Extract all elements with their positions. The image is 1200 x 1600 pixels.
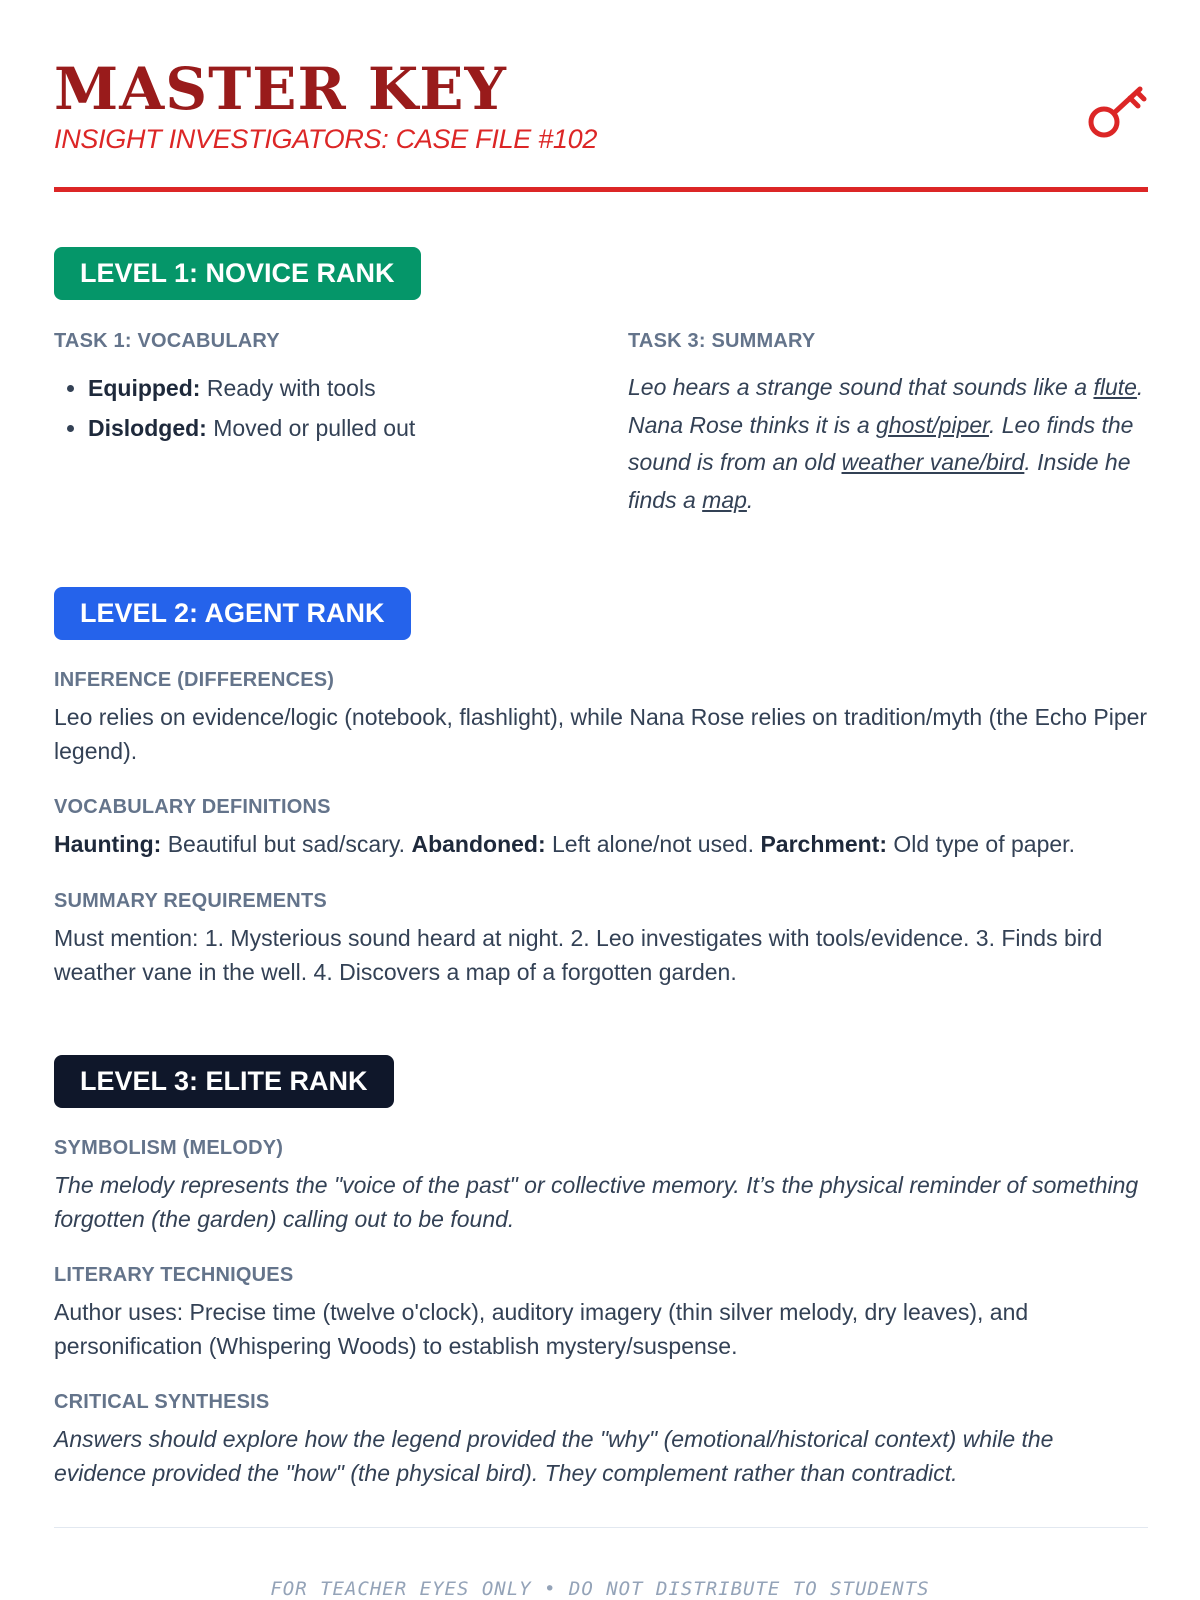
key-icon xyxy=(1086,80,1148,142)
vocab-definition: Ready with tools xyxy=(200,375,376,401)
level-3-badge: LEVEL 3: ELITE RANK xyxy=(54,1055,394,1108)
vocab-definition: Beautiful but sad/scary. xyxy=(161,831,412,857)
task-1-label: TASK 1: VOCABULARY xyxy=(54,330,280,352)
critical-synthesis-label: CRITICAL SYNTHESIS xyxy=(54,1391,270,1413)
header-divider xyxy=(54,187,1148,192)
literary-techniques-label: LITERARY TECHNIQUES xyxy=(54,1264,294,1286)
inference-text: Leo relies on evidence/logic (notebook, flashlight), while Nana Rose relies on tradition/myth (the Echo Piper legend). xyxy=(54,704,1148,764)
task-3-label: TASK 3: SUMMARY xyxy=(628,330,816,352)
vocab-definition: Old type of paper. xyxy=(887,831,1075,857)
literary-techniques-text: Author uses: Precise time (twelve o'clock), auditory imagery (thin silver melody, dry leaves), and personification (Whispering Woods) to establish mystery/suspense. xyxy=(54,1299,1029,1359)
vocab-term: Abandoned: xyxy=(411,831,546,857)
footer-notice: FOR TEACHER EYES ONLY • DO NOT DISTRIBUTE TO STUDENTS xyxy=(270,1578,930,1600)
vocab-term: Equipped: xyxy=(88,375,201,401)
vocab-term: Parchment: xyxy=(760,831,887,857)
summary-answer-blank: flute xyxy=(1093,374,1137,400)
summary-text: . Nana Rose thinks it is a xyxy=(628,374,1144,438)
summary-answer-blank: ghost/piper xyxy=(876,411,989,438)
summary-requirements-text: Must mention: 1. Mysterious sound heard at night. 2. Leo investigates with tools/evidence. 3. Finds bird weather vane in the well. 4. Discovers a map of a forgotten garden. xyxy=(54,925,1103,985)
symbolism-label: SYMBOLISM (MELODY) xyxy=(54,1137,284,1159)
summary-answer-blank: map xyxy=(702,486,747,513)
level-2-badge: LEVEL 2: AGENT RANK xyxy=(54,587,411,640)
summary-text: Leo hears a strange sound that sounds like a xyxy=(628,374,1094,400)
footer-divider xyxy=(54,1527,1148,1528)
summary-text: . xyxy=(746,486,754,513)
critical-synthesis-text: Answers should explore how the legend provided the "why" (emotional/historical context) while the evidence provided the "how" (the physical bird). They complement rather than contradict. xyxy=(54,1426,1054,1486)
list-item xyxy=(88,408,415,448)
vocab-definition: Moved or pulled out xyxy=(206,415,416,441)
page-title: MASTER KEY xyxy=(54,55,507,123)
list-item xyxy=(88,368,415,408)
vocab-term: Dislodged: xyxy=(88,415,207,441)
summary-text: . Leo finds the sound is from an old xyxy=(628,411,1134,475)
inference-label: INFERENCE (DIFFERENCES) xyxy=(54,669,335,691)
case-file-subtitle: INSIGHT INVESTIGATORS: CASE FILE #102 xyxy=(54,124,598,154)
summary-text: . Inside he finds a xyxy=(628,449,1131,513)
vocab-definitions-text xyxy=(54,827,1148,861)
vocab-definition: Left alone/not used. xyxy=(545,831,761,857)
vocab-term: Haunting: xyxy=(54,831,162,857)
level-1-badge: LEVEL 1: NOVICE RANK xyxy=(54,247,421,300)
vocab-definitions-label: VOCABULARY DEFINITIONS xyxy=(54,796,331,818)
summary-answer-blank: weather vane/bird xyxy=(841,449,1025,475)
vocab-list xyxy=(54,368,415,448)
header xyxy=(54,56,1148,156)
summary-requirements-label: SUMMARY REQUIREMENTS xyxy=(54,890,327,912)
summary-answer xyxy=(628,369,1148,519)
symbolism-text: The melody represents the "voice of the past" or collective memory. It’s the physical reminder of something forgotten (the garden) calling out to be found. xyxy=(54,1172,1139,1232)
